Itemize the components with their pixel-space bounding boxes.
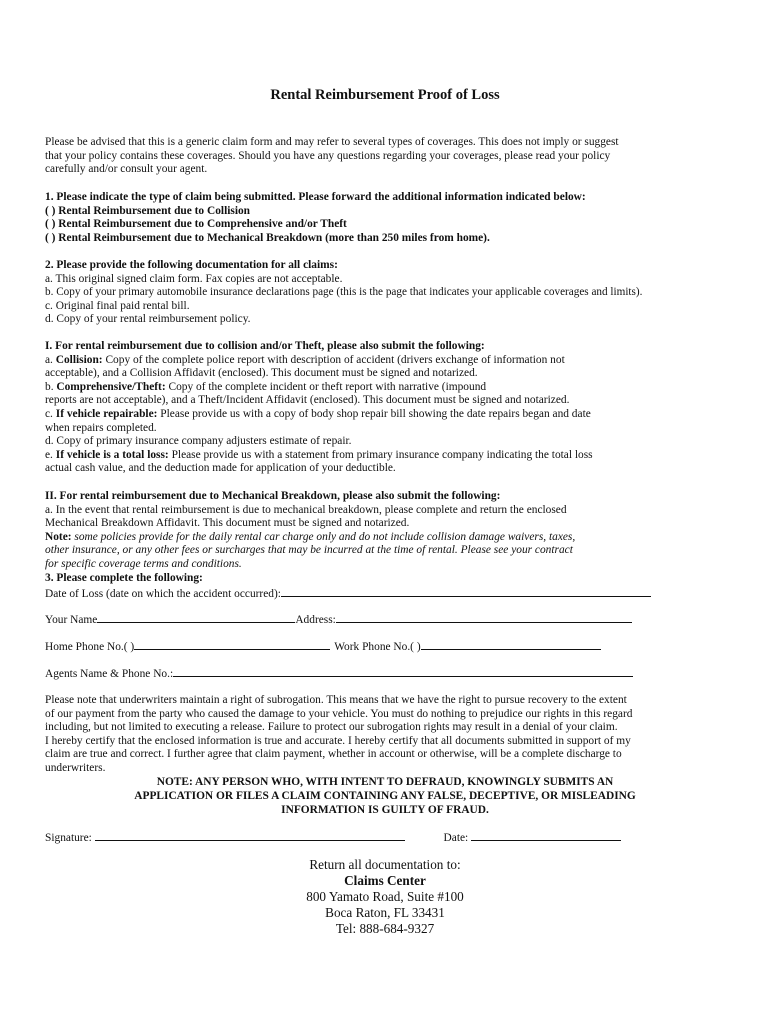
- date-of-loss-field[interactable]: [281, 585, 651, 597]
- list-item-continued: when repairs completed.: [45, 421, 157, 434]
- claim-option-theft[interactable]: ( ) Rental Reimbursement due to Comprehensive and/or Theft: [45, 218, 347, 231]
- list-item: c. Original final paid rental bill.: [45, 299, 190, 312]
- intro-line: Please be advised that this is a generic claim form and may refer to several types of coverages. This does not imply or suggest: [45, 136, 619, 148]
- list-item-continued: reports are not acceptable), and a Theft/Incident Affidavit (enclosed). This document must be signed and notarized.: [45, 394, 570, 407]
- section-heading: 1. Please indicate the type of claim being submitted. Please forward the additional information indicated below:: [45, 191, 586, 203]
- signature-row: Signature: Date:: [45, 829, 621, 844]
- telephone: Tel: 888-684-9327: [335, 921, 435, 936]
- list-item: c. If vehicle repairable: Please provide us with a copy of body shop repair bill showing the date repairs began and date: [45, 407, 591, 420]
- paragraph-line: including, but not limited to executing a release. Failure to protect our subrogation rights may result in a denial of your claim.: [45, 721, 618, 734]
- list-item: b. Copy of your primary automobile insurance declarations page (this is the page that indicates your applicable coverages and limits).: [45, 286, 643, 299]
- agents-field[interactable]: [173, 665, 633, 677]
- company-name: Claims Center: [344, 873, 426, 888]
- intro-line: carefully and/or consult your agent.: [45, 163, 208, 176]
- list-item-continued: acceptable), and a Collision Affidavit (enclosed). This document must be signed and notarized.: [45, 367, 478, 380]
- list-item: a. Collision: Copy of the complete police report with description of accident (drivers exchange of information not: [45, 353, 565, 366]
- page-title: Rental Reimbursement Proof of Loss: [270, 87, 500, 103]
- section-heading: 2. Please provide the following documentation for all claims:: [45, 259, 338, 271]
- section-claim-type: [45, 191, 735, 245]
- your-name-field[interactable]: [97, 611, 295, 623]
- section-mechanical: [45, 490, 735, 602]
- notice-line: NOTE: ANY PERSON WHO, WITH INTENT TO DEFRAUD, KNOWINGLY SUBMITS AN: [156, 776, 614, 788]
- name-address-row: Your Name Address:: [45, 611, 632, 626]
- list-item: e. If vehicle is a total loss: Please provide us with a statement from primary insurance company indicating the total loss: [45, 448, 593, 461]
- intro-line: that your policy contains these coverages. Should you have any questions regarding your coverages, please read your policy: [45, 149, 611, 162]
- claim-option-mechanical[interactable]: ( ) Rental Reimbursement due to Mechanical Breakdown (more than 250 miles from home).: [45, 231, 490, 244]
- date-of-loss-row: Date of Loss (date on which the accident occurred):: [45, 585, 735, 602]
- city-state-zip: Boca Raton, FL 33431: [325, 905, 445, 920]
- fraud-notice: [0, 775, 770, 817]
- street-address: 800 Yamato Road, Suite #100: [306, 889, 464, 904]
- signature-field[interactable]: [95, 829, 405, 841]
- list-item-continued: actual cash value, and the deduction made for application of your deductible.: [45, 462, 396, 475]
- agents-row: Agents Name & Phone No.:: [45, 665, 633, 680]
- note-line: other insurance, or any other fees or surcharges that may be incurred at the time of rental. Please see your contract: [45, 544, 573, 557]
- address-field[interactable]: [336, 611, 632, 623]
- intro-paragraph: [45, 136, 735, 177]
- list-item-continued: Mechanical Breakdown Affidavit. This document must be signed and notarized.: [45, 517, 410, 530]
- list-item: d. Copy of primary insurance company adjusters estimate of repair.: [45, 435, 352, 448]
- subrogation-paragraph: [45, 694, 735, 776]
- return-line: Return all documentation to:: [309, 857, 461, 872]
- work-phone-field[interactable]: [421, 638, 601, 650]
- section-heading: 3. Please complete the following:: [45, 571, 203, 584]
- section-documentation: [45, 259, 735, 327]
- note-line: for specific coverage terms and conditions.: [45, 557, 242, 570]
- paragraph-line: underwriters.: [45, 761, 106, 774]
- paragraph-line: claim are true and correct. I further agree that claim payment, whether in account or otherwise, will be a complete discharge to: [45, 748, 622, 761]
- list-item: d. Copy of your rental reimbursement policy.: [45, 313, 251, 326]
- phone-row: Home Phone No.( ) Work Phone No.( ): [45, 638, 601, 653]
- section-heading: I. For rental reimbursement due to collision and/or Theft, please also submit the following:: [45, 340, 485, 352]
- list-item: a. In the event that rental reimbursement is due to mechanical breakdown, please complete and return the enclosed: [45, 503, 567, 516]
- notice-line: APPLICATION OR FILES A CLAIM CONTAINING ANY FALSE, DECEPTIVE, OR MISLEADING: [134, 790, 636, 802]
- paragraph-line: Please note that underwriters maintain a right of subrogation. This means that we have the right to pursue recovery to the extent: [45, 694, 627, 706]
- return-address: [0, 857, 770, 937]
- section-collision-theft: [45, 340, 735, 476]
- paragraph-line: of our payment from the party who caused the damage to your vehicle. You must do nothing to prejudice our rights in this regard: [45, 707, 633, 720]
- date-field[interactable]: [471, 829, 621, 841]
- list-item: b. Comprehensive/Theft: Copy of the complete incident or theft report with narrative (impound: [45, 380, 487, 393]
- home-phone-field[interactable]: [134, 638, 330, 650]
- paragraph-line: I hereby certify that the enclosed information is true and accurate. I hereby certify that all documents submitted in support of my: [45, 734, 631, 747]
- claim-option-collision[interactable]: ( ) Rental Reimbursement due to Collision: [45, 204, 251, 217]
- list-item: a. This original signed claim form. Fax copies are not acceptable.: [45, 272, 343, 285]
- notice-line: INFORMATION IS GUILTY OF FRAUD.: [281, 804, 489, 816]
- section-heading: II. For rental reimbursement due to Mechanical Breakdown, please also submit the following:: [45, 490, 501, 502]
- note-line: Note: some policies provide for the daily rental car charge only and do not include collision damage waivers, taxes,: [45, 530, 576, 543]
